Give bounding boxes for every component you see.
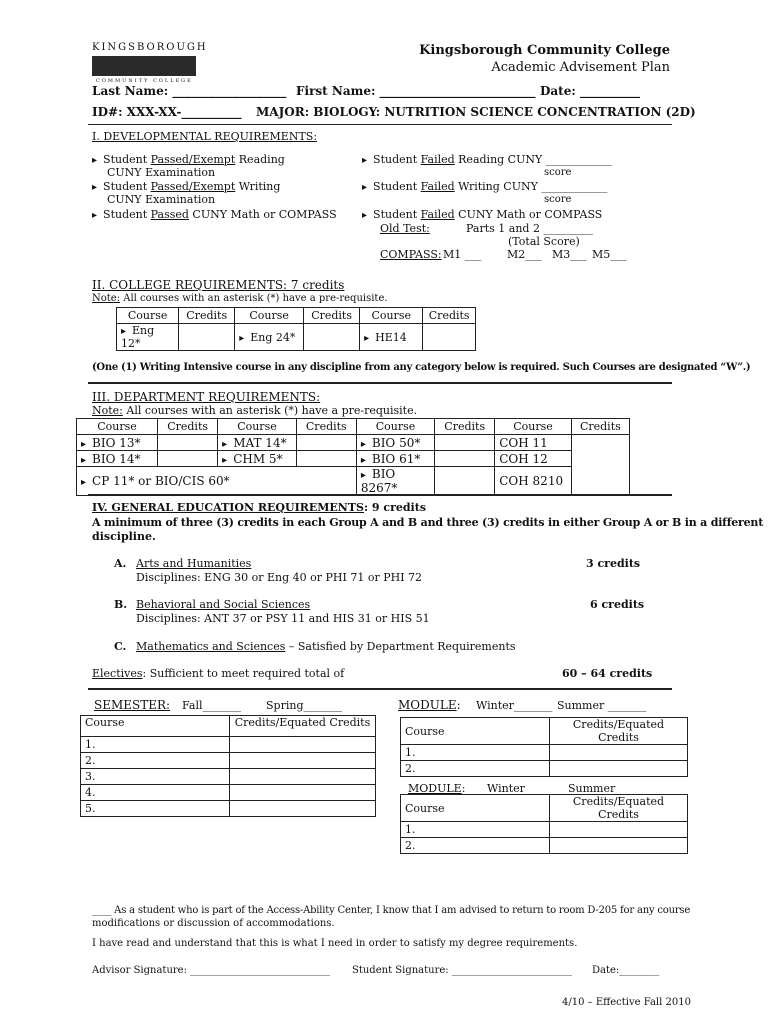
course-cell[interactable]: 1.	[81, 737, 230, 753]
writing-intensive-note: (One (1) Writing Intensive course in any discipline from any category below is required. Such Courses are designated “W”.)	[92, 362, 751, 373]
credits-cell[interactable]	[423, 324, 476, 351]
section-divider	[88, 382, 672, 384]
score-label: score	[544, 194, 572, 205]
dev-left-item[interactable]: ▸ Student Passed/Exempt Reading	[92, 153, 285, 166]
group-b-credits: 6 credits	[590, 598, 645, 611]
credits-cell[interactable]	[296, 467, 356, 496]
module-table	[400, 717, 688, 777]
course-cell[interactable]: 3.	[81, 769, 230, 785]
course-cell: ▸ BIO 13*	[77, 435, 158, 451]
advisor-signature-field[interactable]: Advisor Signature: ____________________________	[92, 965, 331, 976]
course-cell[interactable]: 1.	[401, 822, 550, 838]
table-row	[401, 745, 688, 761]
group-b-label: B.	[114, 598, 128, 611]
group-c-title: Mathematics and Sciences – Satisfied by Department Requirements	[136, 640, 516, 653]
course-cell[interactable]: 2.	[401, 838, 550, 854]
gen-ed-intro-line1: A minimum of three (3) credits in each Group A and B and three (3) credits in either Group A or B in a different	[92, 516, 764, 529]
spring-field[interactable]: Spring_______	[266, 699, 342, 712]
dev-left-item-sub: CUNY Examination	[107, 166, 216, 179]
dev-left-item[interactable]: ▸ Student Passed CUNY Math or COMPASS	[92, 208, 337, 221]
logo-wordmark: KINGSBOROUGH	[92, 42, 208, 53]
course-cell: ▸ HE14	[360, 324, 423, 351]
course-cell: COH 12	[495, 451, 571, 467]
credits-cell[interactable]	[230, 785, 376, 801]
table-row	[81, 785, 376, 801]
table-row	[401, 822, 688, 838]
college-note: Note: All courses with an asterisk (*) have a pre-requisite.	[92, 293, 388, 304]
dev-left-item[interactable]: ▸ Student Passed/Exempt Writing	[92, 180, 280, 193]
credits-cell[interactable]	[435, 451, 495, 467]
group-a-label: A.	[114, 557, 127, 570]
module-label: MODULE:	[408, 782, 466, 795]
effective-date: 4/10 – Effective Fall 2010	[562, 997, 691, 1008]
credits-cell[interactable]	[550, 745, 688, 761]
course-cell: COH 11	[495, 435, 571, 451]
course-cell: ▸ BIO 14*	[77, 451, 158, 467]
major-title: MAJOR: BIOLOGY: NUTRITION SCIENCE CONCENTRATION (2D)	[256, 105, 696, 119]
table-header-cell: Credits	[296, 419, 356, 435]
dev-right-item[interactable]: ▸ Student Failed Writing CUNY ____________	[362, 180, 607, 193]
course-cell: ▸ BIO 8267*	[356, 467, 434, 496]
credits-cell[interactable]	[179, 324, 235, 351]
credits-cell[interactable]	[296, 435, 356, 451]
credits-cell[interactable]	[550, 761, 688, 777]
credits-cell[interactable]	[158, 451, 218, 467]
department-note: Note: All courses with an asterisk (*) have a pre-requisite.	[92, 404, 418, 417]
group-a-title: Arts and Humanities	[136, 557, 252, 570]
table-header-row	[81, 716, 376, 737]
header-divider	[88, 124, 672, 125]
table-header-cell: Course	[356, 419, 434, 435]
table-header-row	[77, 419, 630, 435]
winter-field[interactable]: Winter_______	[476, 699, 553, 712]
table-header-cell: Course	[81, 716, 230, 737]
table-row	[401, 761, 688, 777]
group-a-credits: 3 credits	[586, 557, 641, 570]
credits-cell[interactable]	[435, 435, 495, 451]
gen-ed-intro-line2: discipline.	[92, 530, 156, 543]
table-header-cell: Credits/Equated Credits	[230, 716, 376, 737]
credits-cell[interactable]	[230, 737, 376, 753]
summer-field[interactable]: Summer _______	[557, 699, 647, 712]
module-table	[400, 794, 688, 854]
compass-label: COMPASS:	[380, 248, 442, 261]
table-header-cell: Course	[495, 419, 571, 435]
credits-cell[interactable]	[230, 769, 376, 785]
table-row	[81, 801, 376, 817]
course-cell[interactable]: 4.	[81, 785, 230, 801]
course-cell: ▸ MAT 14*	[218, 435, 297, 451]
table-header-cell: Course	[235, 308, 304, 324]
table-header-cell: Course	[77, 419, 158, 435]
section-divider	[88, 494, 672, 496]
table-header-cell: Course	[401, 795, 550, 822]
course-cell: ▸ CP 11* or BIO/CIS 60*	[77, 467, 297, 496]
semester-table	[80, 715, 376, 817]
logo-image	[92, 56, 196, 76]
course-cell: ▸ BIO 50*	[356, 435, 434, 451]
dev-right-item[interactable]: ▸ Student Failed Reading CUNY ____________	[362, 153, 612, 166]
group-c-label: C.	[114, 640, 127, 653]
group-b-disciplines: Disciplines: ANT 37 or PSY 11 and HIS 31 or HIS 51	[136, 612, 430, 625]
table-row	[401, 838, 688, 854]
student-signature-field[interactable]: Student Signature: ________________________	[352, 965, 572, 976]
section-college-title: II. COLLEGE REQUIREMENTS: 7 credits	[92, 278, 345, 292]
access-ability-line2: modifications or discussion of accommodations.	[92, 918, 335, 929]
section-gen-ed-title: IV. GENERAL EDUCATION REQUIREMENTS: 9 credits	[92, 501, 427, 514]
compass-m5[interactable]: M5___	[592, 248, 627, 261]
plan-title: Academic Advisement Plan	[491, 60, 670, 75]
access-ability-line1[interactable]: ____ As a student who is part of the Access-Ability Center, I know that I am advised to return to room D-205 for any course	[92, 905, 691, 916]
compass-m3[interactable]: M3___	[552, 248, 587, 261]
winter-field[interactable]: Winter_______	[487, 782, 564, 795]
table-header-row	[401, 795, 688, 822]
college-requirements-table	[116, 307, 476, 351]
section-divider	[88, 688, 672, 690]
table-header-cell: Course	[218, 419, 297, 435]
table-header-cell: Course	[401, 718, 550, 745]
module-label: MODULE:	[398, 698, 461, 712]
acknowledgement-text: I have read and understand that this is what I need in order to satisfy my degree requirements.	[92, 938, 578, 949]
electives-credits: 60 – 64 credits	[562, 667, 653, 680]
group-a-disciplines: Disciplines: ENG 30 or Eng 40 or PHI 71 or PHI 72	[136, 571, 423, 584]
table-header-cell: Credits	[304, 308, 360, 324]
table-header-cell: Course	[360, 308, 423, 324]
table-row	[81, 753, 376, 769]
course-cell[interactable]: 2.	[81, 753, 230, 769]
table-header-cell: Credits/Equated Credits	[550, 718, 688, 745]
signature-date-field[interactable]: Date:________	[592, 965, 660, 976]
credits-cell[interactable]	[296, 451, 356, 467]
credits-cell[interactable]	[230, 801, 376, 817]
table-row	[81, 737, 376, 753]
last-name-field[interactable]: Last Name: ___________________	[92, 84, 287, 98]
course-cell[interactable]: 1.	[401, 745, 550, 761]
college-logo	[92, 42, 208, 84]
table-header-cell: Credits	[571, 419, 629, 435]
summer-field[interactable]: Summer _______	[568, 782, 658, 795]
course-cell: ▸ BIO 61*	[356, 451, 434, 467]
group-b-title: Behavioral and Social Sciences	[136, 598, 311, 611]
dev-left-item-sub: CUNY Examination	[107, 193, 216, 206]
table-row	[77, 451, 630, 467]
section-developmental-title: I. DEVELOPMENTAL REQUIREMENTS:	[92, 130, 318, 143]
table-row	[81, 769, 376, 785]
course-cell[interactable]: 5.	[81, 801, 230, 817]
table-row	[117, 324, 476, 351]
table-row	[77, 435, 630, 451]
course-cell: ▸ Eng 12*	[117, 324, 179, 351]
table-row	[77, 467, 630, 496]
credits-cell[interactable]	[230, 753, 376, 769]
table-header-cell: Credits/Equated Credits	[550, 795, 688, 822]
semester-label: SEMESTER:	[94, 698, 171, 712]
dev-right-item[interactable]: ▸ Student Failed CUNY Math or COMPASS	[362, 208, 602, 221]
credits-cell[interactable]	[571, 435, 629, 496]
electives-row: Electives: Sufficient to meet required total of	[92, 667, 345, 680]
score-label: score	[544, 167, 572, 178]
parts-field[interactable]: Parts 1 and 2 _________	[466, 222, 593, 235]
section-department-title: III. DEPARTMENT REQUIREMENTS:	[92, 390, 321, 404]
table-header-cell: Credits	[179, 308, 235, 324]
credits-cell[interactable]	[158, 435, 218, 451]
course-cell: COH 8210	[495, 467, 571, 496]
old-test-label: Old Test:	[380, 222, 430, 235]
table-header-cell: Course	[117, 308, 179, 324]
credits-cell[interactable]	[435, 467, 495, 496]
fall-field[interactable]: Fall_______	[182, 699, 241, 712]
compass-m1[interactable]: M1 ___	[443, 248, 482, 261]
table-header-row	[117, 308, 476, 324]
course-cell[interactable]: 2.	[401, 761, 550, 777]
department-requirements-table	[76, 418, 630, 496]
total-score-label: (Total Score)	[508, 235, 580, 248]
id-field[interactable]: ID#: XXX-XX-__________	[92, 105, 242, 119]
first-name-field[interactable]: First Name: __________________________	[296, 84, 536, 98]
course-cell: ▸ Eng 24*	[235, 324, 304, 351]
credits-cell[interactable]	[304, 324, 360, 351]
table-header-row	[401, 718, 688, 745]
compass-m2[interactable]: M2___	[507, 248, 542, 261]
table-header-cell: Credits	[158, 419, 218, 435]
credits-cell[interactable]	[550, 838, 688, 854]
college-name: Kingsborough Community College	[419, 43, 670, 58]
table-header-cell: Credits	[423, 308, 476, 324]
course-cell: ▸ CHM 5*	[218, 451, 297, 467]
credits-cell[interactable]	[550, 822, 688, 838]
logo-subtitle: COMMUNITY COLLEGE	[96, 78, 193, 84]
table-header-cell: Credits	[435, 419, 495, 435]
date-field[interactable]: Date: __________	[540, 84, 640, 98]
